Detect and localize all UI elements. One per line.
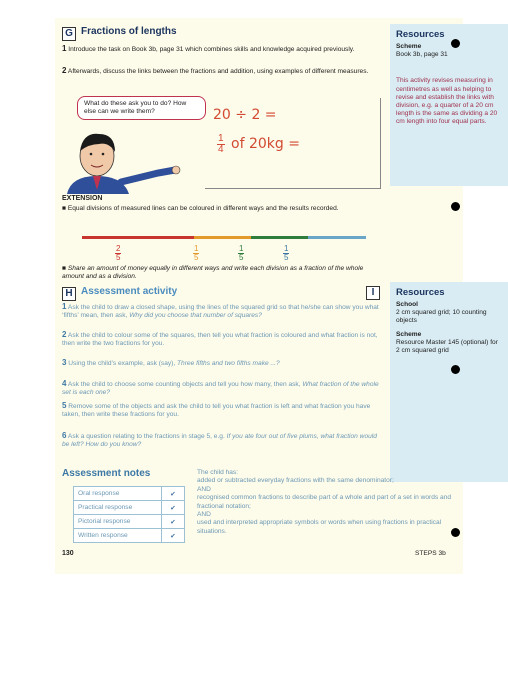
tick-icon: ✔ [162, 515, 185, 529]
table-row: Practical response ✔ [74, 501, 185, 515]
section-letter-g: G [62, 27, 76, 41]
extension-title: EXTENSION [62, 195, 103, 202]
section-title: Assessment activity [81, 286, 178, 297]
ruler-fraction: $\frac{1}{5}$ [284, 244, 289, 262]
ruler-fraction: $\frac{2}{5}$ [116, 244, 121, 262]
ruler-fraction: $\frac{1}{5}$ [239, 244, 244, 262]
assessment-criteria: The child has: added or subtracted everyday fractions with the same denominator; AND recognised common fractions to describe part of a whole and part of a set in words and fractional notation; AND used and interpreted appropriate symbols or words when using fractions in practical situations. [197, 469, 451, 535]
extension-bullet-1: ■ Equal divisions of measured lines can be coloured in different ways and the results recorded. [62, 205, 339, 212]
section-h-heading [62, 286, 380, 301]
assessment-step-1: 1 Ask the child to draw a closed shape, using the lines of the squared grid so that he/she can show you what ‘fifths’ mean, then ask, Why did you choose that number of squares? [62, 302, 379, 320]
ruler-fraction: $\frac{1}{5}$ [194, 244, 199, 262]
resources-title: Resources [396, 29, 445, 40]
ruler-segment-red [82, 236, 194, 239]
resources-panel-g [390, 24, 508, 186]
assessment-step-2: 2 Ask the child to colour some of the squares, then tell you what fraction is coloured and what fraction is not, then write the two fractions for you. [62, 330, 378, 348]
tick-icon: ✔ [162, 501, 185, 515]
speech-bubble: What do these ask you to do? How else can we write them? [77, 96, 206, 120]
table-row: Written response ✔ [74, 529, 185, 543]
board-division: 20 ÷ 2 = [213, 107, 277, 123]
scheme-label: Scheme [396, 43, 422, 50]
board-fraction: $\frac{1}{4}$ [218, 133, 224, 155]
resources-title: Resources [396, 287, 445, 298]
binder-hole [451, 528, 460, 537]
step-1: 1 Introduce the task on Book 3b, page 31 which combines skills and knowledge acquired previously. [62, 44, 355, 53]
book-name: STEPS 3b [415, 550, 446, 557]
assessment-notes-table [73, 486, 185, 543]
board-fraction-of: of 20kg = [231, 136, 300, 152]
activity-note: This activity revises measuring in centimetres as well as helping to revise and establish the links with division, e.g. a quarter of a 20 cm length is the same as dividing a 20 cm length into four equal parts. [396, 77, 498, 126]
teacher-illustration [63, 126, 183, 194]
individual-badge: I [366, 286, 380, 300]
tick-icon: ✔ [162, 529, 185, 543]
scheme-value: Book 3b, page 31 [396, 51, 448, 59]
assessment-notes-title: Assessment notes [62, 468, 151, 479]
binder-hole [451, 39, 460, 48]
assessment-step-4: 4 Ask the child to choose some counting objects and tell you how many, then ask, What fraction of the whole set is each one? [62, 379, 379, 397]
table-row: Pictorial response ✔ [74, 515, 185, 529]
school-label: School [396, 301, 418, 308]
table-row: Oral response ✔ [74, 487, 185, 501]
ruler-segment-orange [194, 236, 251, 239]
assessment-step-5: 5 Remove some of the objects and ask the child to tell you what fraction is left and what fraction you have taken, then write these fractions for you. [62, 401, 371, 419]
binder-hole [451, 202, 460, 211]
page [55, 18, 498, 574]
extension-bullet-2: ■ Share an amount of money equally in different ways and write each division as a fraction of the whole amount and as a division. [62, 265, 364, 281]
step-2: 2 Afterwards, discuss the links between the fractions and addition, using examples of different measures. [62, 66, 369, 75]
assessment-step-3: 3 Using the child’s example, ask (say), Three fifths and two fifths make ...? [62, 358, 280, 367]
scheme-label: Scheme [396, 330, 422, 338]
page-number: 130 [62, 550, 74, 557]
section-g-heading [62, 26, 177, 41]
section-letter-h: H [62, 287, 76, 301]
school-value: 2 cm squared grid; 10 counting objects [396, 309, 487, 325]
assessment-step-6: 6 Ask a question relating to the fractions in stage 5, e.g. If you ate four out of five plums, what fraction would be left? How do you know? [62, 431, 377, 449]
tick-icon: ✔ [162, 487, 185, 501]
ruler-segment-green [251, 236, 308, 239]
scheme-value: Resource Master 145 (optional) for 2 cm squared grid [396, 338, 498, 355]
resources-panel-h [390, 282, 508, 482]
binder-hole [451, 365, 460, 374]
section-title: Fractions of lengths [81, 26, 177, 37]
ruler-segment-blue [308, 236, 366, 239]
